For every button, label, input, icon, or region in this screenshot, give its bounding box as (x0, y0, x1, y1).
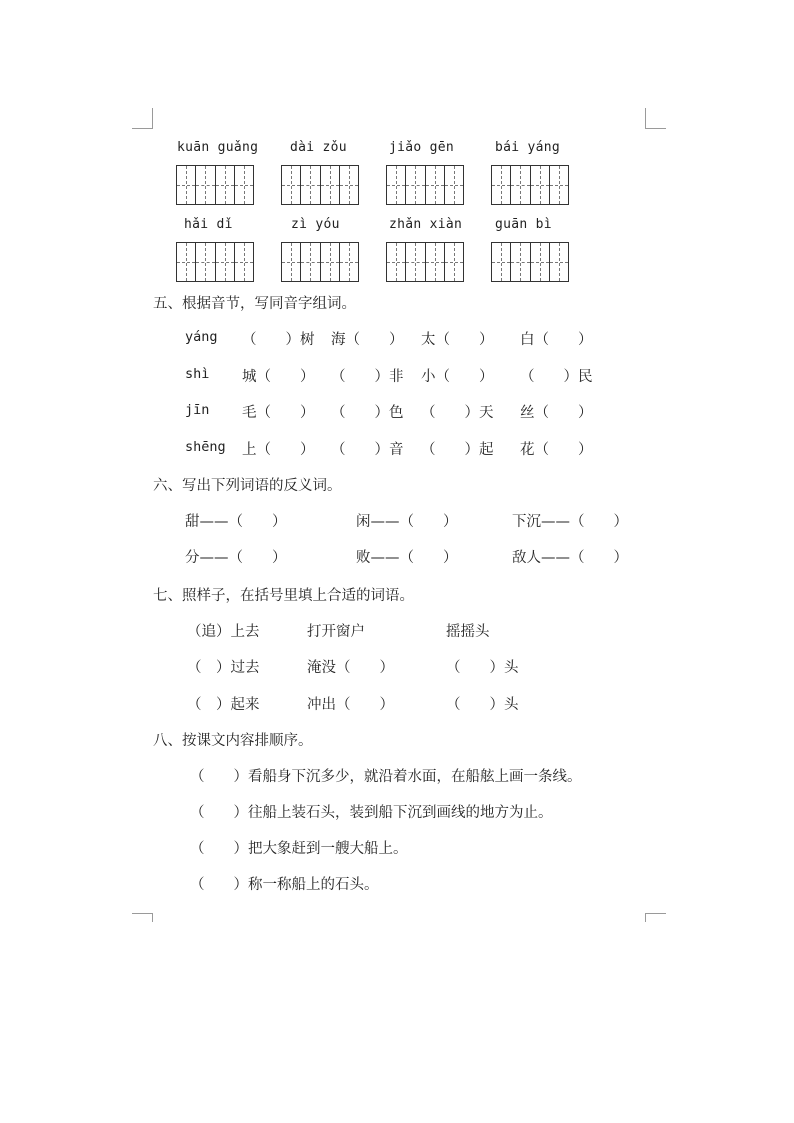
pinyin-label: jiǎo gēn (389, 140, 455, 155)
writing-grid[interactable] (491, 242, 569, 282)
section-title: 七、照样子，在括号里填上合适的词语。 (153, 588, 414, 604)
writing-grid[interactable] (176, 165, 254, 205)
page-corner-mark (132, 913, 153, 922)
section-title: 五、根据音节，写同音字组词。 (153, 296, 356, 312)
fill-blank-item[interactable]: 毛（ ） (242, 405, 315, 421)
row-pinyin: shēng (185, 439, 226, 455)
section-title: 六、写出下列词语的反义词。 (153, 478, 342, 494)
antonym-item[interactable]: 甜——（ ） (185, 514, 287, 530)
pinyin-label: zì yóu (291, 217, 340, 232)
pinyin-label: bái yáng (495, 140, 561, 155)
pinyin-label: dài zǒu (290, 140, 347, 155)
example-item: 摇摇头 (446, 624, 490, 640)
pinyin-label: zhǎn xiàn (389, 217, 463, 232)
pinyin-label: guān bì (495, 217, 552, 232)
row-pinyin: yáng (185, 329, 218, 345)
page-corner-mark (645, 108, 666, 129)
section-title: 八、按课文内容排顺序。 (153, 733, 313, 749)
pinyin-label: kuān guǎng (177, 140, 259, 155)
fill-blank-item[interactable]: （ ）头 (446, 660, 519, 676)
fill-blank-item[interactable]: 上（ ） (242, 442, 315, 458)
writing-grid[interactable] (281, 242, 359, 282)
order-item[interactable]: （ ）称一称船上的石头。 (190, 877, 379, 893)
writing-grid[interactable] (386, 165, 464, 205)
order-item[interactable]: （ ）往船上装石头，装到船下沉到画线的地方为止。 (190, 805, 553, 821)
fill-blank-item[interactable]: （ ）天 (421, 405, 494, 421)
fill-blank-item[interactable]: （ ）非 (331, 369, 404, 385)
antonym-item[interactable]: 分——（ ） (185, 550, 287, 566)
fill-blank-item[interactable]: 城（ ） (242, 369, 315, 385)
fill-blank-item[interactable]: （ ）过去 (187, 660, 260, 676)
fill-blank-item[interactable]: 丝（ ） (520, 405, 593, 421)
row-pinyin: shì (185, 366, 210, 382)
row-pinyin: jīn (185, 402, 210, 418)
fill-blank-item[interactable]: 小（ ） (421, 369, 494, 385)
pinyin-label: hǎi dǐ (184, 217, 233, 232)
example-item: （追）上去 (187, 624, 260, 640)
order-item[interactable]: （ ）把大象赶到一艘大船上。 (190, 841, 408, 857)
writing-grid[interactable] (491, 165, 569, 205)
fill-blank-item[interactable]: 海（ ） (331, 332, 404, 348)
example-item: 打开窗户 (307, 624, 365, 640)
fill-blank-item[interactable]: 太（ ） (421, 332, 494, 348)
page-corner-mark (132, 108, 153, 129)
fill-blank-item[interactable]: （ ）民 (520, 369, 593, 385)
page-corner-mark (645, 913, 666, 922)
writing-grid[interactable] (386, 242, 464, 282)
antonym-item[interactable]: 闲——（ ） (356, 514, 458, 530)
fill-blank-item[interactable]: 花（ ） (520, 442, 593, 458)
fill-blank-item[interactable]: 白（ ） (520, 332, 593, 348)
fill-blank-item[interactable]: （ ）头 (446, 697, 519, 713)
fill-blank-item[interactable]: （ ）起 (421, 442, 494, 458)
fill-blank-item[interactable]: （ ）色 (331, 405, 404, 421)
fill-blank-item[interactable]: 淹没（ ） (307, 660, 394, 676)
fill-blank-item[interactable]: 冲出（ ） (307, 697, 394, 713)
fill-blank-item[interactable]: （ ）起来 (187, 697, 260, 713)
writing-grid[interactable] (281, 165, 359, 205)
fill-blank-item[interactable]: （ ）树 (242, 332, 315, 348)
antonym-item[interactable]: 败——（ ） (356, 550, 458, 566)
antonym-item[interactable]: 敌人——（ ） (512, 550, 628, 566)
writing-grid[interactable] (176, 242, 254, 282)
antonym-item[interactable]: 下沉——（ ） (512, 514, 628, 530)
fill-blank-item[interactable]: （ ）音 (331, 442, 404, 458)
order-item[interactable]: （ ）看船身下沉多少，就沿着水面，在船舷上画一条线。 (190, 769, 582, 785)
